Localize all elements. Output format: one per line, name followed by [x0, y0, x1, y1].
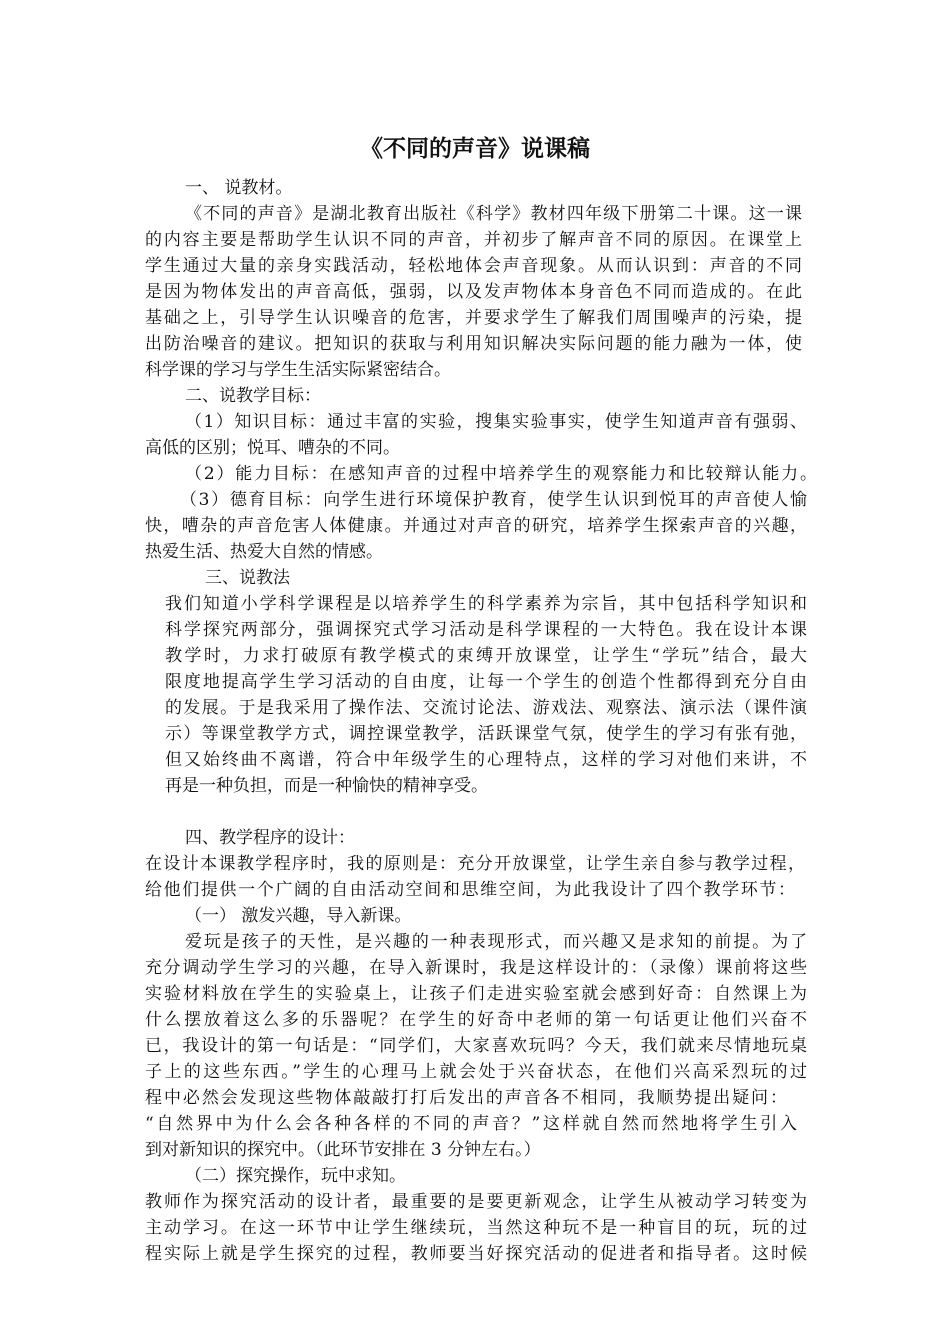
- paragraph-line: 在设计本课教学程序时，我的原则是：充分开放课堂，让学生亲自参与教学过程，: [145, 854, 805, 874]
- paragraph-line: 程中必然会发现这些物体敲敲打打后发出的声音各不相同，我顺势提出疑问：: [145, 1088, 787, 1108]
- paragraph-line: 教师作为探究活动的设计者，最重要的是要更新观念，让学生从被动学习转变为: [145, 1192, 807, 1212]
- heading-teaching-goals: 二、说教学目标：: [185, 386, 321, 406]
- heading-teaching-method: 三、说教法: [205, 568, 290, 588]
- paragraph-line: 是因为物体发出的声音高低，强弱，以及发声物体本身音色不同而造成的。在此: [145, 282, 802, 302]
- paragraph-line: 基础之上，引导学生认识噪音的危害，并要求学生了解我们周围噪声的污染，提: [145, 308, 802, 328]
- paragraph-line: 程实际上就是学生探究的过程，教师要当好探究活动的促进者和指导者。这时候: [145, 1244, 807, 1264]
- paragraph-line: 科学课的学习与学生生活实际紧密结合。: [145, 360, 451, 380]
- paragraph-line: 教学时，力求打破原有教学模式的束缚开放课堂，让学生“学玩”结合，最大: [165, 646, 807, 666]
- paragraph-line: “自然界中为什么会各种各样的不同的声音？”这样就自然而然地将学生引入: [145, 1114, 797, 1134]
- subheading-step-two: （二）探究操作，玩中求知。: [185, 1166, 406, 1186]
- paragraph-line: 已，我设计的第一句话是：“同学们，大家喜欢玩吗？今天，我们就来尽情地玩桌: [145, 1036, 807, 1056]
- paragraph-line: 示）等课堂教学方式，调控课堂教学，活跃课堂气氛，使学生的学习有张有弛，: [165, 724, 807, 744]
- goal-knowledge: （1）知识目标：通过丰富的实验，搜集实验事实，使学生知道声音有强弱、: [185, 412, 807, 432]
- goal-knowledge-cont: 高低的区别；悦耳、嘈杂的不同。: [145, 438, 400, 458]
- paragraph-line: 的发展。于是我采用了操作法、交流讨论法、游戏法、观察法、演示法（课件演: [165, 698, 807, 718]
- paragraph-line: 学生通过大量的亲身实践活动，轻松地体会声音现象。从而认识到：声音的不同: [145, 256, 802, 276]
- document-title: 《不同的声音》说课稿: [360, 136, 590, 162]
- paragraph-line: 《不同的声音》是湖北教育出版社《科学》教材四年级下册第二十课。这一课: [185, 204, 802, 224]
- paragraph-line: 出防治噪音的建议。把知识的获取与利用知识解决实际问题的能力融为一体，使: [145, 334, 802, 354]
- goal-moral-cont: 热爱生活、热爱大自然的情感。: [145, 542, 383, 562]
- paragraph-line: 子上的这些东西。”学生的心理马上就会处于兴奋状态，在他们兴高采烈玩的过: [145, 1062, 807, 1082]
- paragraph-line: 但又始终曲不离谱，符合中年级学生的心理特点，这样的学习对他们来讲，不: [165, 750, 807, 770]
- heading-textbook: 一、 说教材。: [185, 178, 293, 198]
- paragraph-line: 再是一种负担，而是一种愉快的精神享受。: [165, 776, 488, 796]
- paragraph-line: 给他们提供一个广阔的自由活动空间和思维空间，为此我设计了四个教学环节：: [145, 880, 795, 900]
- subheading-step-one: （一） 激发兴趣，导入新课。: [185, 906, 412, 926]
- paragraph-line: 实验材料放在学生的实验桌上，让孩子们走进实验室就会感到好奇：自然课上为: [145, 984, 807, 1004]
- paragraph-line: 我们知道小学科学课程是以培养学生的科学素养为宗旨，其中包括科学知识和: [165, 594, 807, 614]
- paragraph-line: 的内容主要是帮助学生认识不同的声音，并初步了解声音不同的原因。在课堂上: [145, 230, 802, 250]
- heading-procedure: 四、教学程序的设计：: [185, 828, 355, 848]
- goal-moral-cont: 快，嘈杂的声音危害人体健康。并通过对声音的研究，培养学生探索声音的兴趣，: [145, 516, 807, 536]
- goal-ability: （2）能力目标：在感知声音的过程中培养学生的观察能力和比较辩认能力。: [185, 464, 817, 484]
- paragraph-line: 什么摆放着这么多的乐器呢？在学生的好奇中老师的第一句话更让他们兴奋不: [145, 1010, 807, 1030]
- paragraph-line: 主动学习。在这一环节中让学生继续玩，当然这种玩不是一种盲目的玩，玩的过: [145, 1218, 807, 1238]
- paragraph-line: 限度地提高学生学习活动的自由度，让每一个学生的创造个性都得到充分自由: [165, 672, 807, 692]
- paragraph-line: 科学探究两部分，强调探究式学习活动是科学课程的一大特色。我在设计本课: [165, 620, 807, 640]
- goal-moral: （3）德育目标：向学生进行环境保护教育，使学生认识到悦耳的声音使人愉: [180, 490, 807, 510]
- paragraph-line: 到对新知识的探究中。（此环节安排在 3 分钟左右。）: [145, 1140, 541, 1160]
- paragraph-line: 爱玩是孩子的天性，是兴趣的一种表现形式，而兴趣又是求知的前提。为了: [185, 932, 807, 952]
- paragraph-line: 充分调动学生学习的兴趣，在导入新课时，我是这样设计的：（录像）课前将这些: [145, 958, 807, 978]
